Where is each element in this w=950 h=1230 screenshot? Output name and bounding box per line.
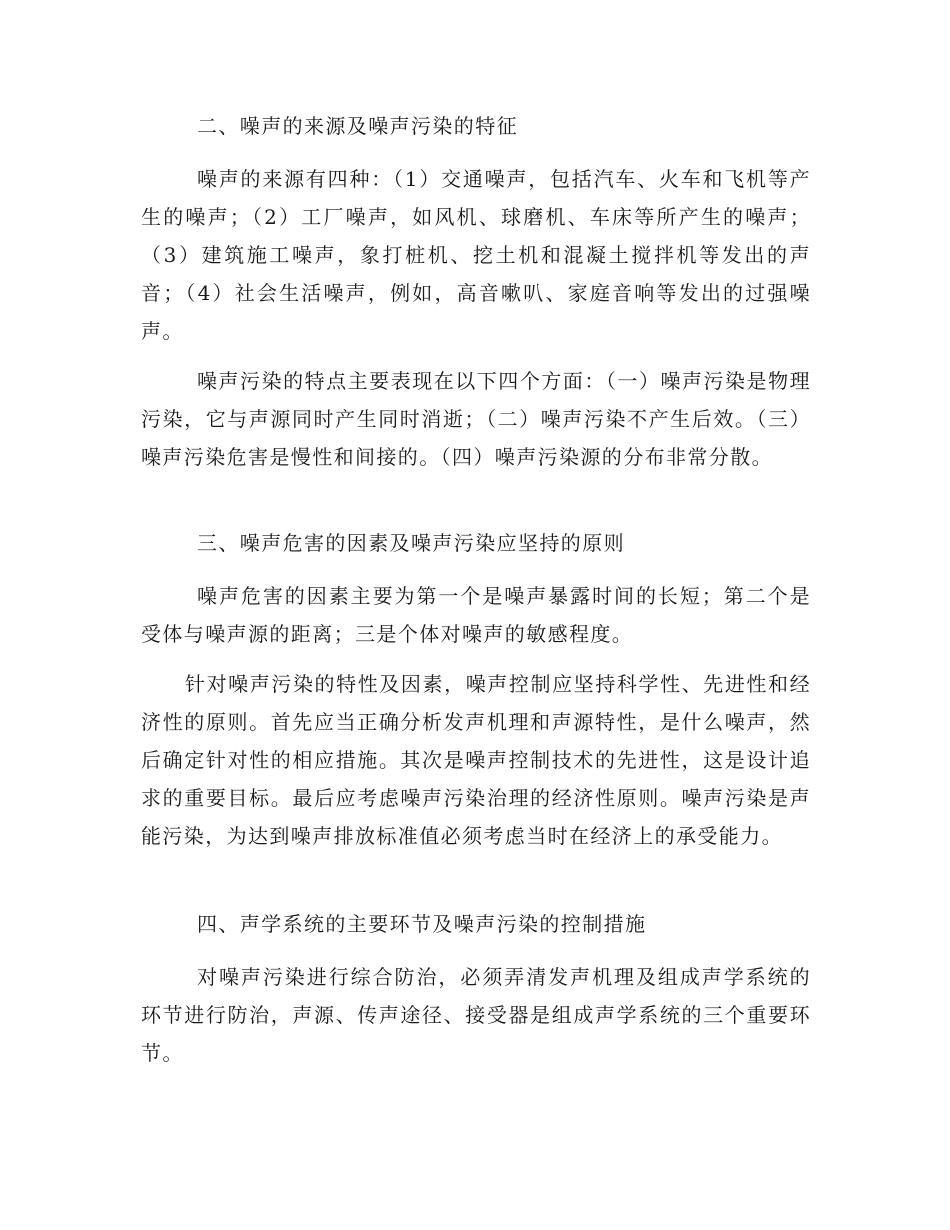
paragraph-noise-factors: 噪声危害的因素主要为第一个是噪声暴露时间的长短；第二个是受体与噪声源的距离；三是个体对噪声的敏感程度。 xyxy=(141,584,811,646)
paragraph-noise-pollution-features: 噪声污染的特点主要表现在以下四个方面：（一）噪声污染是物理污染，它与声源同时产生同时消逝；（二）噪声污染不产生后效。（三）噪声污染危害是慢性和间接的。（四）噪声污染源的分布非常分散。 xyxy=(141,369,811,469)
section-heading-acoustic-system: 四、声学系统的主要环节及噪声污染的控制措施 xyxy=(197,912,647,936)
paragraph-acoustic-system: 对噪声污染进行综合防治，必须弄清发声机理及组成声学系统的环节进行防治，声源、传声途径、接受器是组成声学系统的三个重要环节。 xyxy=(141,965,811,1065)
paragraph-control-principles: 针对噪声污染的特性及因素，噪声控制应坚持科学性、先进性和经济性的原则。首先应当正确分析发声机理和声源特性，是什么噪声，然后确定针对性的相应措施。其次是噪声控制技术的先进性，这是设计追求的重要目标。最后应考虑噪声污染治理的经济性原则。噪声污染是声能污染，为达到噪声排放标准值必须考虑当时在经济上的承受能力。 xyxy=(141,672,811,848)
paragraph-noise-sources: 噪声的来源有四种：（1）交通噪声，包括汽车、火车和飞机等产生的噪声；（2）工厂噪声，如风机、球磨机、车床等所产生的噪声；（3）建筑施工噪声，象打桩机、挖土机和混凝土搅拌机等发出的声音；（4）社会生活噪声，例如，高音嗽叭、家庭音响等发出的过强噪声。 xyxy=(141,167,811,343)
section-heading-noise-sources: 二、噪声的来源及噪声污染的特征 xyxy=(197,114,518,138)
section-heading-noise-factors: 三、噪声危害的因素及噪声污染应坚持的原则 xyxy=(197,531,625,555)
